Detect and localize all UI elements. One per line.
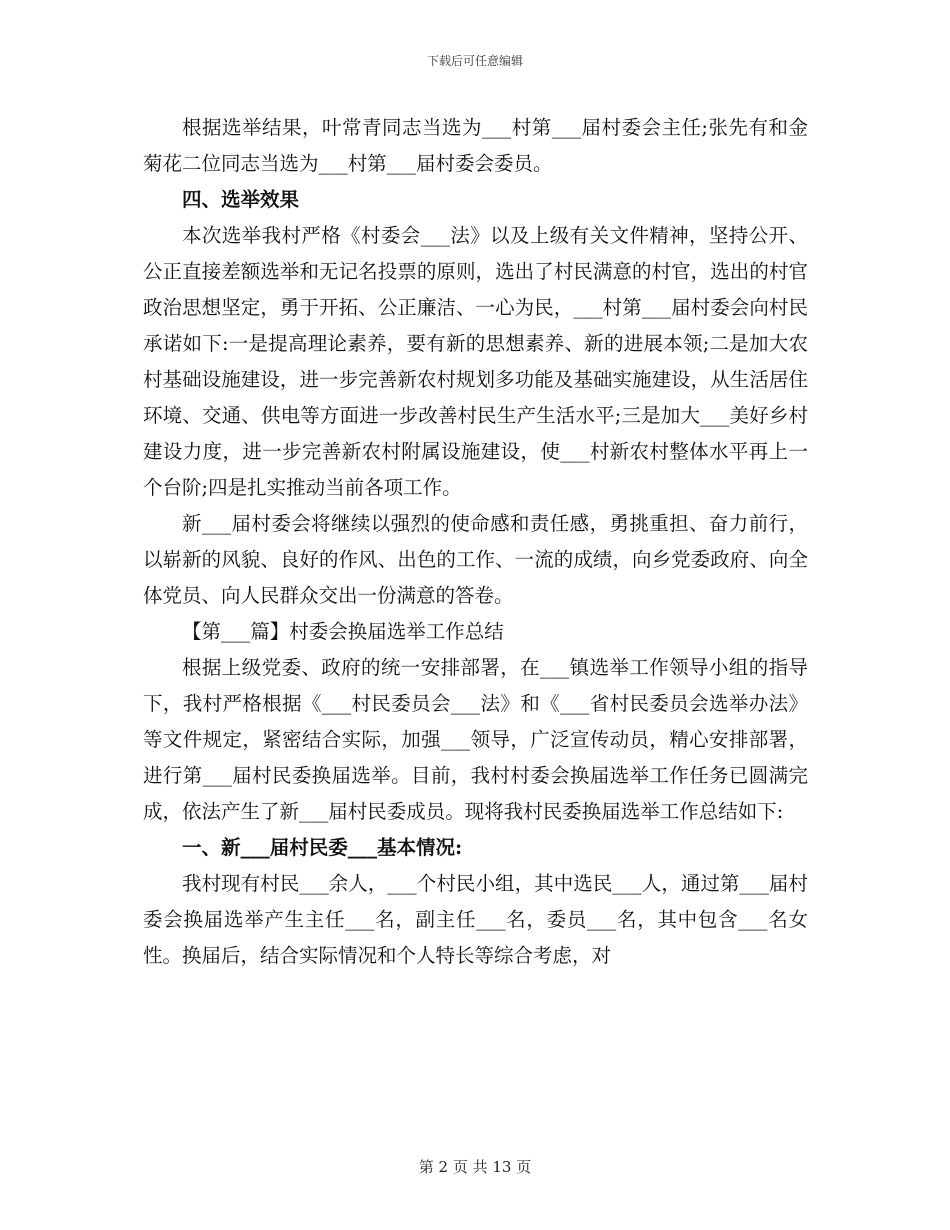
- page-header: 下载后可任意编辑: [426, 54, 523, 68]
- page-footer: 第 2 页 共 13 页: [418, 1158, 532, 1176]
- paragraph-election-effect: 本次选举我村严格《村委会___法》以及上级有关文件精神，坚持公开、公正直接差额选举和无记名投票的原则，选出了村民满意的村官，选出的村官政治思想坚定，勇于开拓、公正廉洁、一心为民，___村第___届村委会向村民承诺如下:一是提高理论素养，要有新的思想素养、新的进展本领;二是加大农村基础设施建设，进一步完善新农村规划多功能及基础实施建设，从生活居住环境、交通、供电等方面进一步改善村民生产生活水平;三是加大___美好乡村建设力度，进一步完善新农村附属设施建设，使___村新农村整体水平再上一个台阶;四是扎实推动当前各项工作。: [143, 224, 808, 499]
- paragraph-basic-info: 我村现有村民___余人，___个村民小组，其中选民___人，通过第___届村委会换届选举产生主任___名，副主任___名，委员___名，其中包含___名女性。换届后，结合实际情况和个人特长等综合考虑，对: [143, 872, 808, 967]
- paragraph-election-result: 根据选举结果，叶常青同志当选为___村第___届村委会主任;张先有和金菊花二位同志当选为___村第___届村委会委员。: [143, 116, 808, 175]
- document-body: [143, 110, 808, 974]
- paragraph-summary-intro: 根据上级党委、政府的统一安排部署，在___镇选举工作领导小组的指导下，我村严格根据《___村民委员会___法》和《___省村民委员会选举办法》等文件规定，紧密结合实际，加强___领导，广泛宣传动员，精心安排部署，进行第___届村民委换届选举。目前，我村村委会换届选举工作任务已圆满完成，依法产生了新___届村民委成员。现将我村民委换届选举工作总结如下:: [143, 656, 808, 823]
- paragraph-commitment: 新___届村委会将继续以强烈的使命感和责任感，勇挑重担、奋力前行，以崭新的风貌、良好的作风、出色的工作、一流的成绩，向乡党委政府、向全体党员、向人民群众交出一份满意的答卷。: [143, 512, 808, 607]
- section-heading-election-effect: 四、选举效果: [182, 188, 300, 211]
- section-heading-basic-info: 一、新___届村民委___基本情况:: [182, 836, 463, 859]
- article-title: 【第___篇】村委会换届选举工作总结: [182, 620, 504, 643]
